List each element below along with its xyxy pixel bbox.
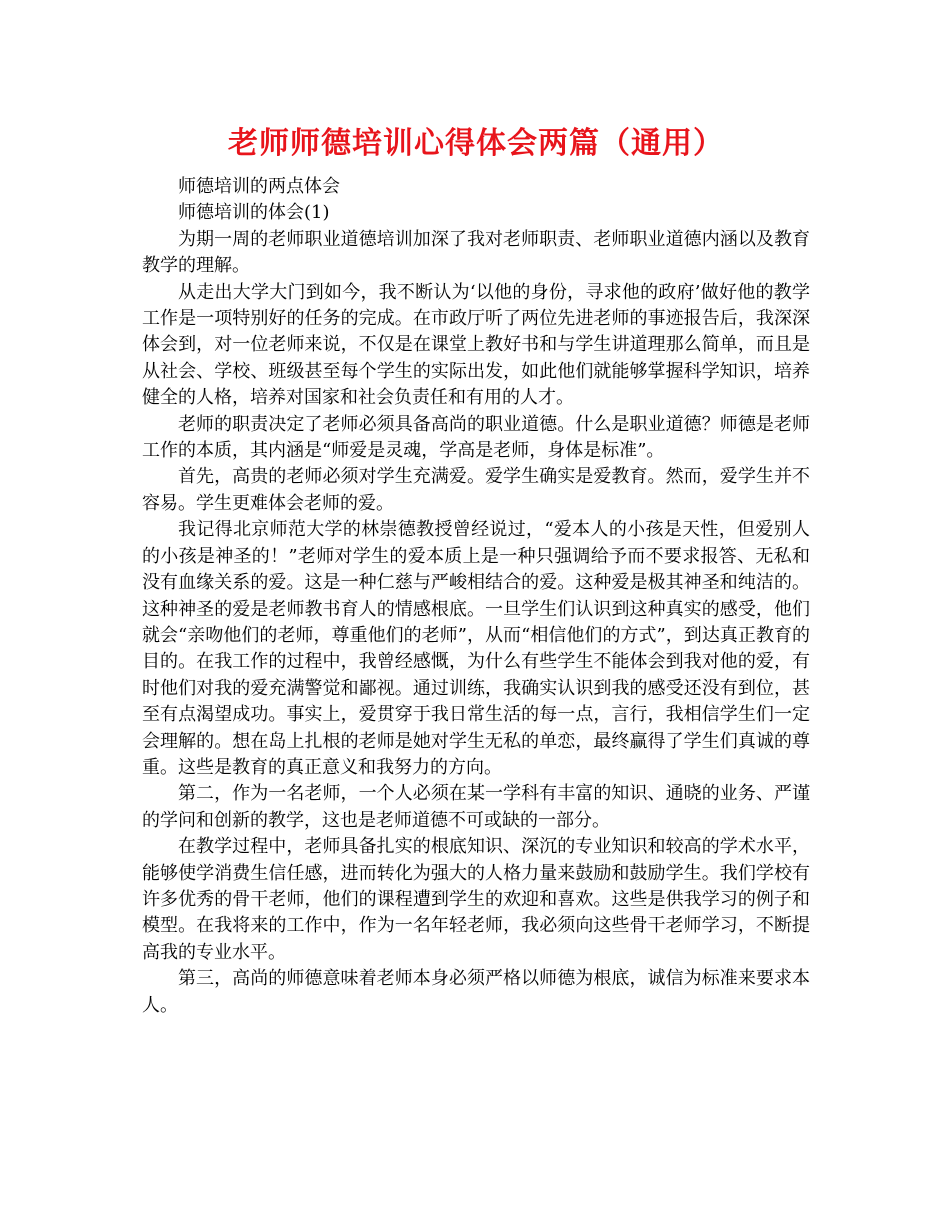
body-paragraph: 第二，作为一名老师，一个人必须在某一学科有丰富的知识、通晓的业务、严谨的学问和创新的教学，这也是老师道德不可或缺的一部分。 — [142, 783, 810, 831]
document-body — [142, 174, 810, 1019]
body-paragraph: 首先，高贵的老师必须对学生充满爱。爱学生确实是爱教育。然而，爱学生并不容易。学生更难体会老师的爱。 — [142, 466, 810, 514]
subsection-heading: 师德培训的体会(1) — [178, 202, 330, 224]
body-paragraph: 为期一周的老师职业道德培训加深了我对老师职责、老师职业道德内涵以及教育教学的理解。 — [142, 228, 810, 277]
body-paragraph: 我记得北京师范大学的林崇德教授曾经说过，“爱本人的小孩是天性，但爱别人的小孩是神圣的！”老师对学生的爱本质上是一种只强调给予而不要求报答、无私和没有血缘关系的爱。这是一种仁慈与严峻相结合的爱。这种爱是极其神圣和纯洁的。这种神圣的爱是老师教书育人的情感根底。一旦学生们认识到这种真实的感受，他们就会“亲吻他们的老师，尊重他们的老师”，从而“相信他们的方式”，到达真正教育的目的。在我工作的过程中，我曾经感慨，为什么有些学生不能体会到我对他的爱，有时他们对我的爱充满警觉和鄙视。通过训练，我确实认识到我的感受还没有到位，甚至有点渴望成功。事实上，爱贯穿于我日常生活的每一点，言行，我相信学生们一定会理解的。想在岛上扎根的老师是她对学生无私的单恋，最终赢得了学生们真诚的尊重。这些是教育的真正意义和我努力的方向。 — [142, 519, 810, 778]
body-paragraph: 在教学过程中，老师具备扎实的根底知识、深沉的专业知识和较高的学术水平，能够使学消费生信任感，进而转化为强大的人格力量来鼓励和鼓励学生。我们学校有许多优秀的骨干老师，他们的课程遭到学生的欢迎和喜欢。这些是供我学习的例子和模型。在我将来的工作中，作为一名年轻老师，我必须向这些骨干老师学习，不断提高我的专业水平。 — [142, 836, 810, 963]
body-paragraph: 从走出大学大门到如今，我不断认为‘以他的身份，寻求他的政府’做好他的教学工作是一项特别好的任务的完成。在市政厅听了两位先进老师的事迹报告后，我深深体会到，对一位老师来说，不仅是在课堂上教好书和与学生讲道理那么简单，而且是从社会、学校、班级甚至每个学生的实际出发，如此他们就能够掌握科学知识，培养健全的人格，培养对国家和社会负责任和有用的人才。 — [142, 281, 810, 409]
body-paragraph: 老师的职责决定了老师必须具备高尚的职业道德。什么是职业道德？师德是老师工作的本质，其内涵是“师爱是灵魂，学高是老师，身体是标准”。 — [142, 413, 810, 462]
document-title: 老师师德培训心得体会两篇（通用） — [228, 126, 724, 161]
section-heading: 师德培训的两点体会 — [178, 176, 340, 197]
document-page — [142, 118, 810, 1019]
body-paragraph: 第三，高尚的师德意味着老师本身必须严格以师德为根底，诚信为标准来要求本人。 — [142, 968, 810, 1016]
